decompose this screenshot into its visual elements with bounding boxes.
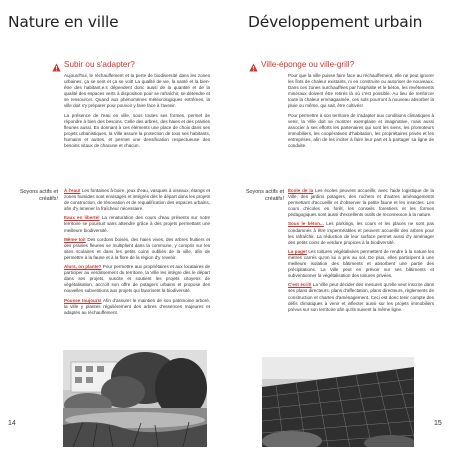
page-right — [225, 0, 450, 452]
page-number: 15 — [434, 420, 442, 427]
section-heading: Ville-éponge ou ville-grill? — [261, 60, 355, 69]
action-text: Des cordons boisés, des haies vives, des arbres fruitiers et des prairies fleuries se multiplient dans la commune, y compris sur les sites scolaires et dans les petits coins oubliés de la ville, afin de permettre à la faune et à la flore de la région d'y revenir. — [64, 236, 210, 260]
action-item — [64, 188, 210, 212]
side-label: Soyons actifs et créatifs! — [19, 189, 58, 202]
page-number: 14 — [8, 420, 16, 427]
action-text: Les toitures végétalisées permettent de rendre à la nature les mètres carrés qu'on lui a pris au sol. De plus, elles participent à une meilleure isolation des bâtiments et absorbent une partie des précipitations. La Ville peut en prévoir sur ses bâtiments et subventionner la végétalisation des toitures privées. — [288, 248, 434, 279]
page-title: Nature en ville — [8, 13, 119, 31]
action-label: Sous le béton... — [288, 221, 324, 227]
action-text: Pour permettre aux propriétaires et aux locataires de participer au verdissement du territoire, la Ville les intègre dès le départ dans ses projets, suscite et soutient les projets citoyens de végétalisation, accroît son offre de potagers urbains et propose des nouvelles subventions aux projets qui favorisent la biodiversité. — [64, 264, 210, 294]
intro-paragraph: Aujourd'hui, le réchauffement et la perte de biodiversité dans les zones urbaines, ça se sent et ça se voit! La qualité de vie, la santé et la bien-être des habitant.e.s dépendent donc aussi de la quantité et de la qualité des espaces verts à disposition pour se rafraîchir, se détendre et se ressourcer. Quand aux phénomènes météorologiques extrêmes, la ville doit s'y préparer pour pouvoir y faire face à l'avenir. — [64, 73, 210, 109]
intro-paragraph: La présence de l'eau en ville, sous toutes ses formes, permet de répondre à bien des besoins. Celle des arbres, des haies et des prairies fleuries aussi. En donnant à ces éléments une place de choix dans ses projets urbanistiques, la Ville assure la protection de tous ses habitants, humains et autres, et permet une densification respectueuse des besoins vitaux de chacune et chacun. — [64, 112, 210, 149]
action-text: Les fontaines à boire, jeux d'eau, vasques à oiseaux, étangs et zones humides sont envisagés et intégrés dès le départ dans les projets de construction, de rénovation et de requalification des espaces urbains, afin d'y amener la fraîcheur nécessaire. — [64, 188, 210, 212]
section-heading: Subir ou s'adapter? — [64, 60, 135, 69]
nature-photo — [63, 350, 207, 447]
warning-triangle-icon — [249, 63, 258, 72]
intro-text — [64, 73, 210, 152]
action-text: Afin d'assurer le maintien de son patrimoine arboré, la ville y plantes régulièrement des arbres d'essences majeures et adaptés au réchauffement. — [64, 297, 211, 315]
action-item — [288, 221, 434, 245]
action-text: La renaturation des cours d'eau présents sur notre territoire se poursuit sans attendre grâce à des projets permettant une meilleure biodiversité. — [64, 215, 210, 233]
action-label: Alors, on plante? — [64, 264, 102, 270]
intro-paragraph: Pour que la ville puisse faire face au réchauffement, elle ne peut ignorer les îlots de chaleur existants, ni en construire ou autoriser de nouveaux. Dans ces zones surchauffées par l'asphalte et le béton, les revêtements minéraux doivent être retirés là où c'est possible. Au lieu de renforcer toute la chaleur emmagasinée, ces sols pourront à nouveau absorber la pluie ou même, qui sait, être cultivés! — [288, 73, 434, 109]
action-label: Eaux en liberté! — [64, 215, 100, 221]
action-item — [288, 249, 434, 279]
action-label: Même toi! — [64, 236, 86, 242]
side-label: Soyons actifs et créatifs! — [245, 189, 284, 202]
action-item — [64, 237, 210, 261]
action-text: Les parkings, les cours et les places ne sont pas condamnés à être imperméables et peuvent accueillir des arbres pour les rafraîchir. La réduction de leur surface permet aussi d'y aménager des petits coins de verdure propices à la biodiversité. — [288, 221, 434, 245]
solar-roof-photo — [262, 357, 414, 447]
action-item — [288, 282, 434, 312]
action-label: La page! — [288, 248, 307, 254]
action-label: C'est écrit! — [288, 282, 312, 288]
action-item — [64, 215, 210, 233]
action-list — [64, 188, 210, 319]
action-text: Les écoles peuvent accueillir, avec l'aide logistique de la Ville, des jardins potagers, des ruchers et d'autres aménagements permettant d'accueillir et d'observer la petite faune et les insectes. Les cours d'écoles en forêt, les conseils forestiers et les formes pédagogiques sont aussi d'excellents outils de reconnexion à la nature. — [288, 188, 434, 218]
action-label: À l'eau! — [64, 188, 81, 193]
action-item — [64, 264, 210, 294]
intro-paragraph: Pour permettre à son territoire de s'adapter aux conditions climatiques à venir, la Ville doit se montrer exemplaire et imaginative, mais aussi associer à ses efforts les partenaires qui sont les siens, les promoteurs immobiliers, les coopératives d'habitation, les propriétaires privés et les entreprises, afin de les inciter à faire leur part et à partager sa ligne de conduite. — [288, 112, 434, 149]
intro-text — [288, 73, 434, 152]
warning-triangle-icon — [52, 63, 61, 72]
action-item — [64, 298, 210, 316]
action-label: Pousse toujours! — [64, 297, 102, 303]
action-label: École de la — [288, 188, 314, 193]
page-title: Développement urbain — [248, 13, 423, 31]
action-list — [288, 188, 434, 316]
action-text: La Ville peut décider des mesures qu'elle veut inscrire dans ses plans directeurs, plans d'affectation, plans directeurs, règlements de construction et chartes d'aménagement. Ceci est donc tenir compte des défis climatiques à venir et inflecter aussi sur les projets immobiliers prévus sur son territoire afin qu'ils suivent la même ligne. — [288, 282, 435, 312]
action-item — [288, 188, 434, 218]
